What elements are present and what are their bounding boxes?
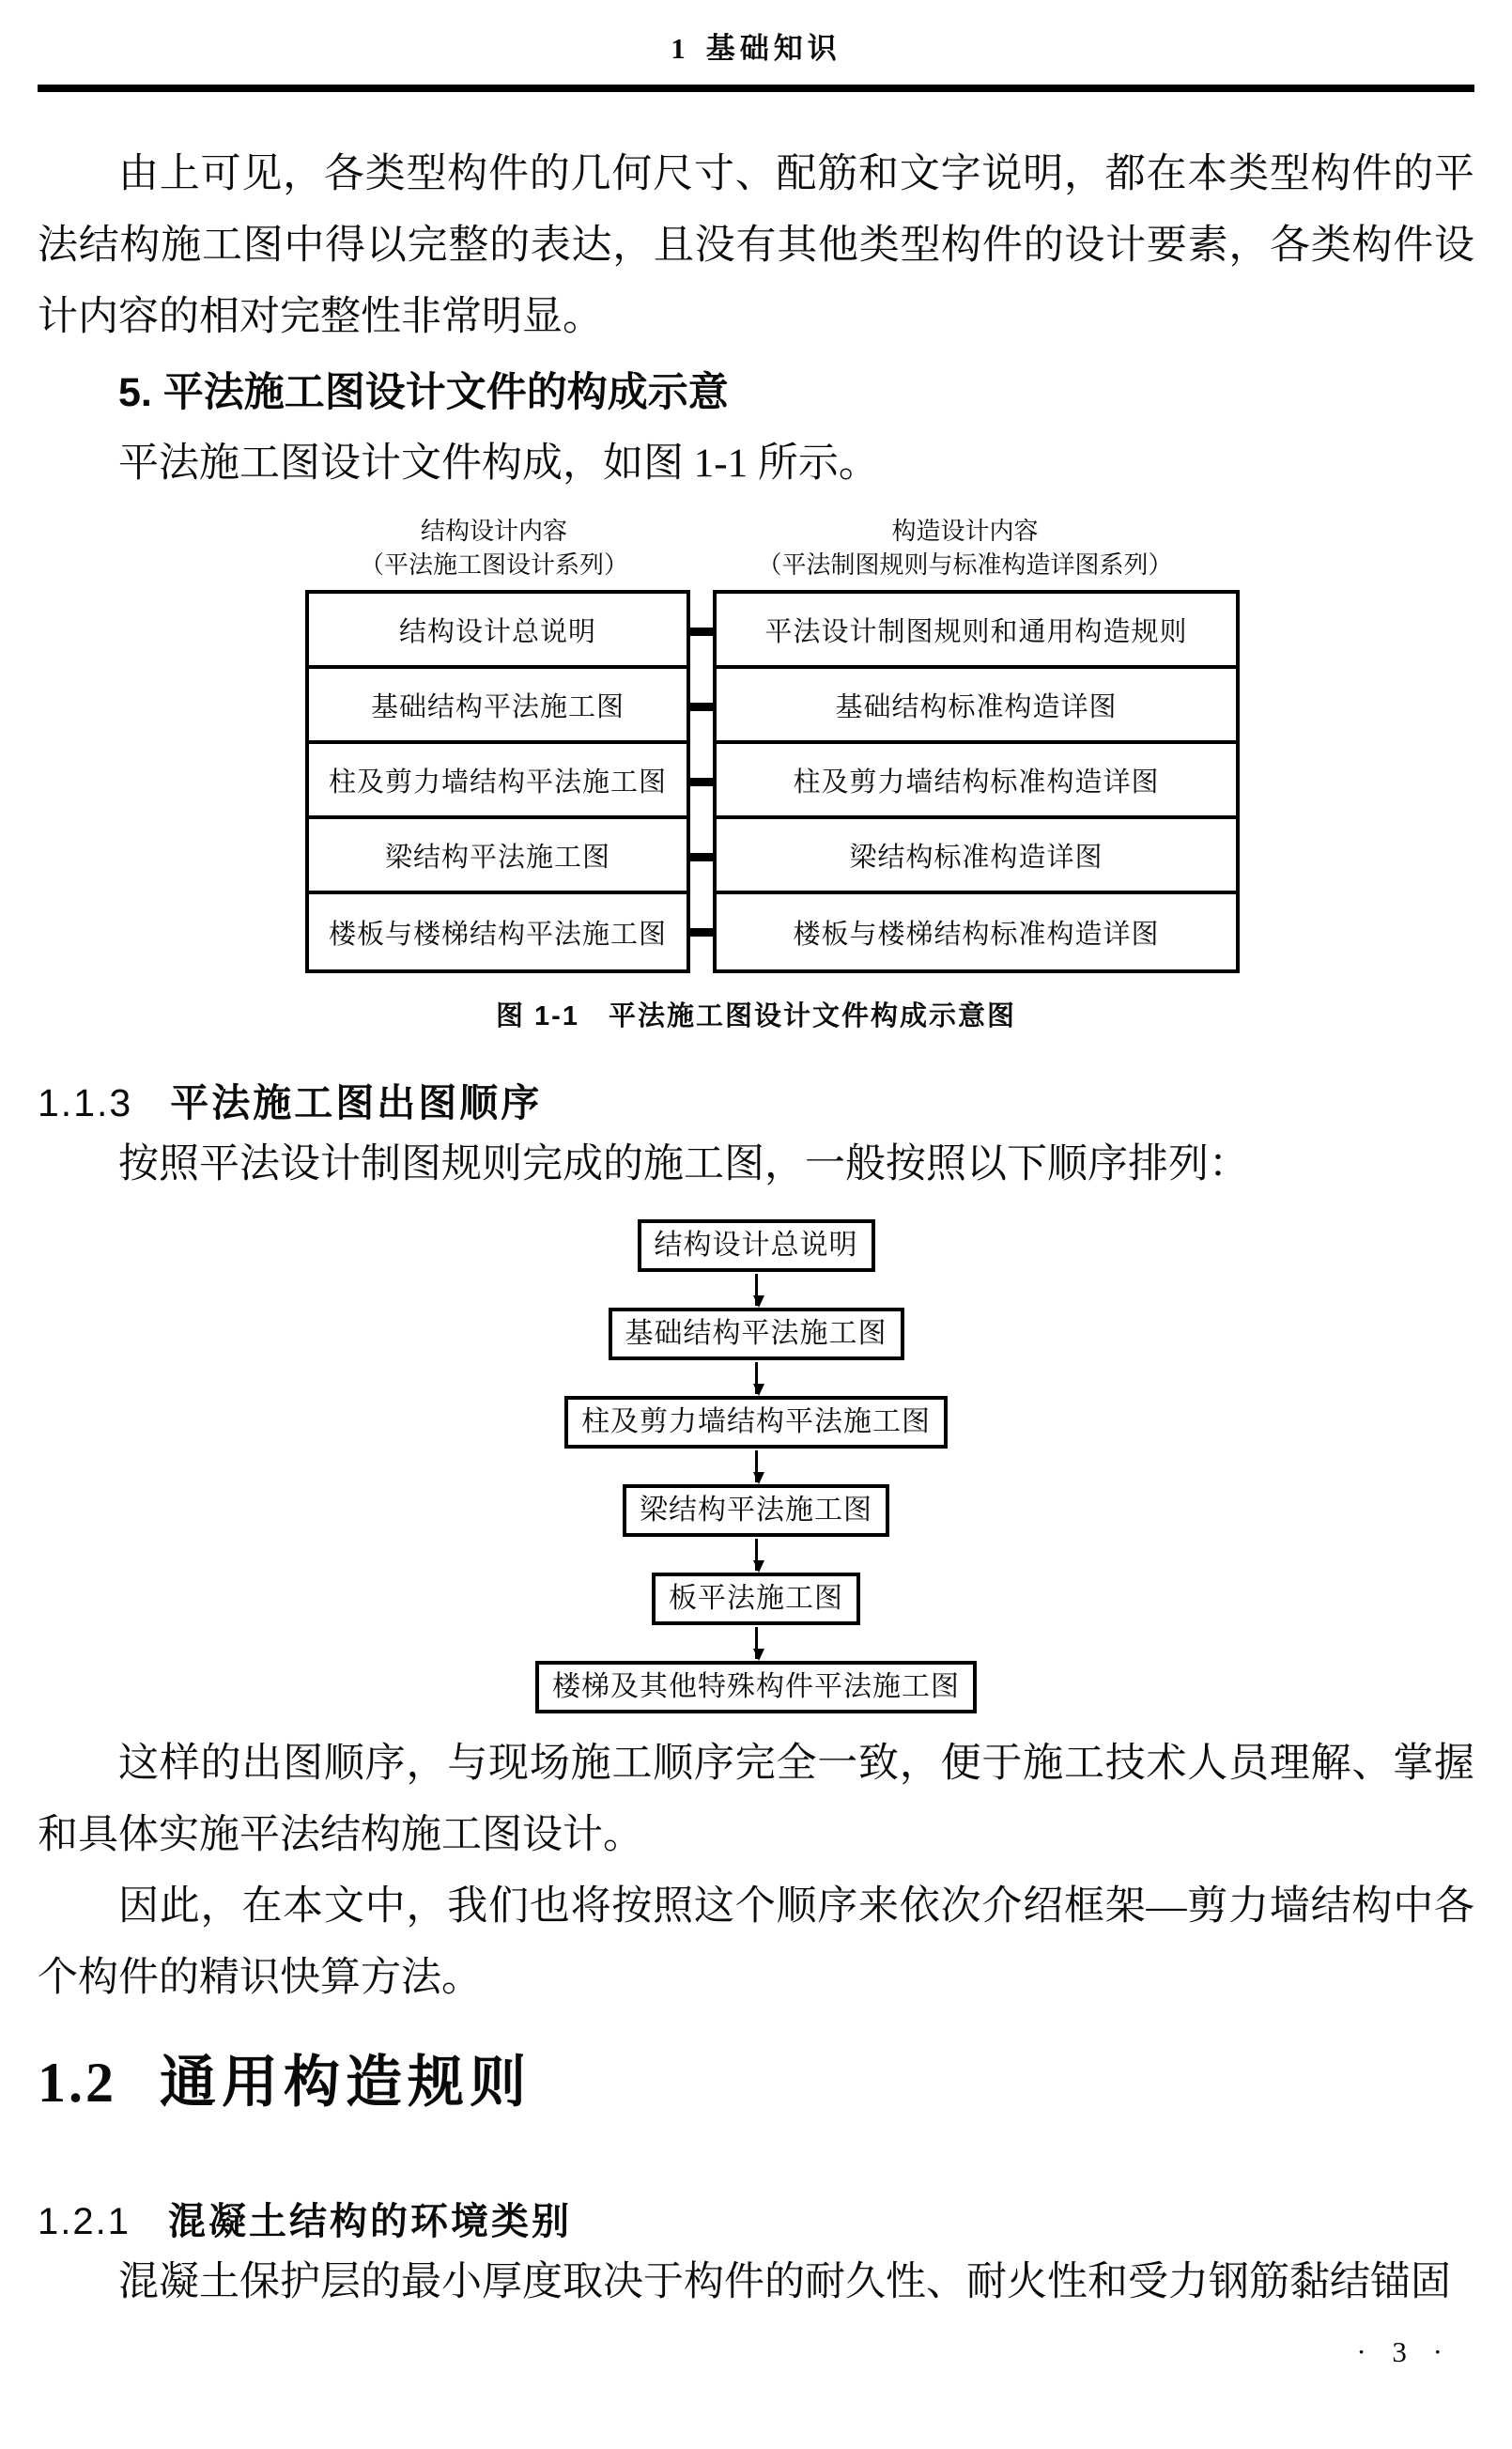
section-title: 通用构造规则 bbox=[160, 2051, 532, 2114]
row-connector-bar bbox=[690, 853, 713, 861]
section-number: 1.2.1 bbox=[38, 2201, 131, 2242]
down-arrow-icon bbox=[755, 1627, 758, 1659]
figure1-left-row: 柱及剪力墙结构平法施工图 bbox=[309, 744, 687, 819]
figure1-right-header-line2: （平法制图规则与标准构造详图系列） bbox=[757, 551, 1173, 579]
chapter-number: 1 bbox=[671, 32, 686, 65]
figure1-right-header bbox=[705, 515, 1225, 582]
figure1-right-row: 柱及剪力墙结构标准构造详图 bbox=[717, 744, 1236, 819]
section-title: 混凝土结构的环境类别 bbox=[167, 2201, 572, 2242]
section-title: 平法施工图出图顺序 bbox=[170, 1081, 543, 1124]
down-arrow-icon bbox=[755, 1539, 758, 1571]
subsection-5-heading: 5. 平法施工图设计文件的构成示意 bbox=[118, 370, 729, 415]
environment-paragraph: 混凝土保护层的最小厚度取决于构件的耐久性、耐火性和受力钢筋黏结锚固 bbox=[118, 2260, 1451, 2304]
page-number: · 3 · bbox=[1356, 2335, 1452, 2368]
down-arrow-icon bbox=[755, 1362, 758, 1394]
section-number: 1.1.3 bbox=[38, 1081, 133, 1124]
down-arrow-icon bbox=[755, 1274, 758, 1306]
figure1-right-column bbox=[713, 590, 1240, 973]
figure1-right-row: 楼板与楼梯结构标准构造详图 bbox=[793, 919, 1160, 950]
figure1-left-row: 梁结构平法施工图 bbox=[309, 819, 687, 894]
figure1-right-row: 平法设计制图规则和通用构造规则 bbox=[717, 594, 1236, 669]
row-connector-bar bbox=[690, 628, 713, 636]
figure1-left-header bbox=[305, 515, 683, 582]
figure-intro-paragraph: 平法施工图设计文件构成，如图 1-1 所示。 bbox=[118, 442, 879, 486]
header-rule bbox=[38, 85, 1474, 92]
figure1-caption: 图 1-1 平法施工图设计文件构成示意图 bbox=[496, 1001, 1016, 1031]
flow-step: 楼梯及其他特殊构件平法施工图 bbox=[535, 1661, 977, 1713]
intro-paragraph: 由上可见，各类型构件的几何尺寸、配筋和文字说明，都在本类型构件的平法结构施工图中得以完整的表达，且没有其他类型构件的设计要素，各类构件设计内容的相对完整性非常明显。 bbox=[38, 152, 1474, 339]
figure1-left-column bbox=[305, 590, 690, 973]
figure1-left-header-line2: （平法施工图设计系列） bbox=[359, 551, 628, 579]
flow-step: 结构设计总说明 bbox=[638, 1219, 875, 1272]
row-connector-bar bbox=[690, 778, 713, 786]
order-comment-paragraph-2: 因此，在本文中，我们也将按照这个顺序来依次介绍框架—剪力墙结构中各个构件的精识快算方法。 bbox=[38, 1884, 1474, 2000]
figure1-connectors bbox=[690, 590, 713, 973]
section-1-2-1-heading bbox=[38, 2196, 1474, 2247]
figure1-left-header-line1: 结构设计内容 bbox=[420, 518, 567, 545]
flow-step: 梁结构平法施工图 bbox=[623, 1484, 889, 1537]
section-number: 1.2 bbox=[38, 2052, 116, 2114]
section-1-1-3-heading bbox=[38, 1077, 1474, 1129]
figure1-left-row: 结构设计总说明 bbox=[309, 594, 687, 669]
figure1-diagram bbox=[305, 590, 1474, 973]
figure1-right-row: 基础结构标准构造详图 bbox=[717, 669, 1236, 744]
flow-step: 板平法施工图 bbox=[652, 1573, 860, 1625]
figure1-right-header-line1: 构造设计内容 bbox=[891, 518, 1039, 545]
row-connector-bar bbox=[690, 703, 713, 711]
flow-step: 基础结构平法施工图 bbox=[609, 1308, 904, 1360]
figure1-column-headers bbox=[305, 515, 1474, 582]
order-comment-paragraph: 这样的出图顺序，与现场施工顺序完全一致，便于施工技术人员理解、掌握和具体实施平法结构施工图设计。 bbox=[38, 1742, 1474, 1857]
drawing-order-flowchart bbox=[38, 1219, 1474, 1713]
order-intro-paragraph: 按照平法设计制图规则完成的施工图，一般按照以下顺序排列： bbox=[118, 1142, 1249, 1186]
figure1-header-spacer bbox=[683, 515, 705, 582]
figure1-right-row: 梁结构标准构造详图 bbox=[717, 819, 1236, 894]
section-1-2-heading bbox=[38, 2048, 1474, 2117]
figure1-left-row: 基础结构平法施工图 bbox=[309, 669, 687, 744]
chapter-title: 基础知识 bbox=[705, 32, 841, 65]
flow-step: 柱及剪力墙结构平法施工图 bbox=[564, 1396, 948, 1449]
figure1-left-row: 楼板与楼梯结构平法施工图 bbox=[328, 919, 667, 950]
down-arrow-icon bbox=[755, 1450, 758, 1482]
row-connector-bar bbox=[690, 928, 713, 937]
running-head bbox=[38, 0, 1474, 70]
